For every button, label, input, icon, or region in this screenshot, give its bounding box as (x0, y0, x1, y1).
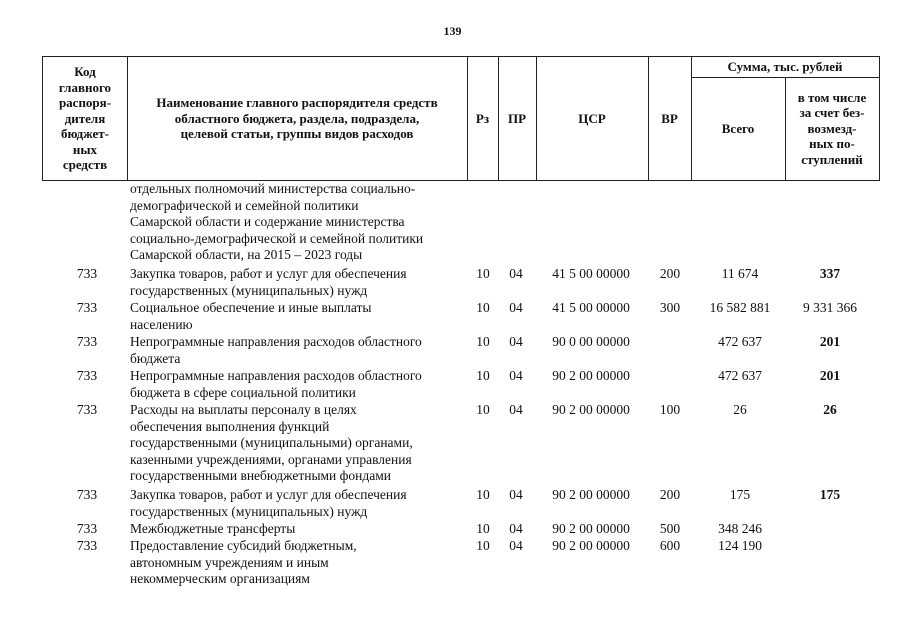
row-csr: 90 2 00 00000 (552, 538, 630, 553)
row-pr: 04 (509, 487, 523, 502)
row-name-line: населению (130, 316, 193, 332)
row-csr: 90 2 00 00000 (552, 521, 630, 536)
row-grant: 201 (819, 368, 841, 383)
row-pr: 04 (509, 402, 523, 417)
row-name (130, 487, 470, 520)
header-grant-line: ных по- (809, 136, 855, 152)
row-name-line: Межбюджетные трансферты (130, 521, 296, 536)
row-code: 733 (76, 402, 98, 417)
row-pr: 04 (509, 334, 523, 349)
row-code: 733 (76, 487, 98, 502)
row-rz: 10 (476, 521, 490, 536)
row-name-line: Закупка товаров, работ и услуг для обеспечения (130, 266, 407, 281)
row-total: 348 246 (718, 521, 762, 536)
row-code: 733 (76, 538, 98, 553)
table-header (42, 56, 880, 181)
header-sum-title: Сумма, тыс. рублей (727, 59, 843, 75)
row-name (130, 368, 470, 401)
row-pr: 04 (509, 538, 523, 553)
row-csr: 90 0 00 00000 (552, 334, 630, 349)
row-name-line: автономным учреждениям и иным (130, 554, 329, 570)
row-csr: 41 5 00 00000 (552, 300, 630, 315)
continuation-line: Самарской области, на 2015 – 2023 годы (130, 247, 363, 262)
row-grant: 337 (819, 266, 841, 281)
header-pr: ПР (507, 110, 527, 126)
row-name-line: бюджета в сфере социальной политики (130, 384, 356, 400)
header-grant-line: ступлений (801, 151, 863, 167)
row-rz: 10 (476, 538, 490, 553)
row-name-line: Предоставление субсидий бюджетным, (130, 538, 357, 553)
row-rz: 10 (476, 266, 490, 281)
row-csr: 90 2 00 00000 (552, 487, 630, 502)
header-grant-line: в том числе (797, 89, 867, 105)
header-code-line: распоря- (58, 95, 112, 111)
header-grant-line: возмезд- (807, 120, 857, 136)
row-name (130, 266, 470, 299)
row-grant: 9 331 366 (803, 300, 857, 315)
continuation-text (130, 181, 470, 264)
row-total: 16 582 881 (709, 300, 771, 315)
row-pr: 04 (509, 368, 523, 383)
header-vr: ВР (661, 110, 678, 126)
row-name-line: государственными (муниципальными) органами, (130, 435, 413, 450)
row-name-line: обеспечения выполнения функций (130, 418, 330, 434)
header-code-line: главного (58, 79, 112, 95)
row-pr: 04 (509, 266, 523, 281)
row-total: 472 637 (718, 334, 762, 349)
row-rz: 10 (476, 334, 490, 349)
row-name-line: государственными внебюджетными фондами (130, 468, 392, 483)
row-code: 733 (76, 266, 98, 281)
row-grant: 26 (823, 402, 837, 417)
row-rz: 10 (476, 402, 490, 417)
row-name-line: Закупка товаров, работ и услуг для обеспечения (130, 487, 407, 502)
row-vr: 100 (659, 402, 681, 417)
row-rz: 10 (476, 487, 490, 502)
row-vr: 600 (659, 538, 681, 553)
header-code-line: средств (62, 157, 108, 173)
row-name-line: бюджета (130, 350, 181, 366)
header-grant (785, 77, 879, 180)
continuation-line: социально-демографической и семейной политики (130, 230, 424, 246)
header-name-line: областного бюджета, раздела, подраздела, (174, 110, 420, 126)
row-rz: 10 (476, 300, 490, 315)
row-grant: 175 (819, 487, 841, 502)
row-name-line: Непрограммные направления расходов областного (130, 334, 422, 349)
row-total: 175 (729, 487, 751, 502)
header-rz: Рз (475, 110, 490, 126)
row-name (130, 538, 470, 588)
row-name-line: Социальное обеспечение и иные выплаты (130, 300, 372, 315)
header-name (127, 57, 467, 180)
row-total: 26 (733, 402, 747, 417)
page-number: 139 (443, 24, 462, 38)
row-pr: 04 (509, 521, 523, 536)
header-grant-line: за счет без- (799, 105, 865, 121)
header-code-line: дителя (64, 110, 106, 126)
row-code: 733 (76, 334, 98, 349)
row-code: 733 (76, 368, 98, 383)
row-rz: 10 (476, 368, 490, 383)
row-vr: 200 (659, 487, 681, 502)
continuation-line: отдельных полномочий министерства социально- (130, 181, 416, 196)
row-total: 124 190 (718, 538, 762, 553)
continuation-line: демографической и семейной политики (130, 197, 359, 213)
row-name-line: Расходы на выплаты персоналу в целях (130, 402, 357, 417)
header-csr: ЦСР (578, 110, 606, 126)
row-vr: 500 (659, 521, 681, 536)
row-csr: 90 2 00 00000 (552, 368, 630, 383)
row-name-line: Непрограммные направления расходов областного (130, 368, 422, 383)
row-name-line: казенными учреждениями, органами управления (130, 451, 412, 467)
row-grant: 201 (819, 334, 841, 349)
row-name (130, 521, 470, 538)
row-name-line: государственных (муниципальных) нужд (130, 503, 368, 519)
row-name (130, 334, 470, 367)
row-total: 11 674 (721, 266, 759, 281)
row-pr: 04 (509, 300, 523, 315)
row-vr: 300 (659, 300, 681, 315)
row-name-line: некоммерческим организациям (130, 571, 310, 586)
header-name-line: целевой статьи, группы видов расходов (180, 126, 414, 142)
row-name (130, 300, 470, 333)
continuation-line: Самарской области и содержание министерства (130, 214, 405, 229)
header-code-line: Код (74, 64, 96, 80)
row-csr: 90 2 00 00000 (552, 402, 630, 417)
header-total: Всего (721, 120, 755, 136)
header-code-line: бюджет- (60, 126, 109, 142)
row-csr: 41 5 00 00000 (552, 266, 630, 281)
row-name (130, 402, 470, 485)
row-code: 733 (76, 521, 98, 536)
row-vr: 200 (659, 266, 681, 281)
header-name-line: Наименование главного распорядителя средств (156, 95, 438, 111)
header-code (43, 57, 127, 180)
header-code-line: ных (72, 141, 98, 157)
row-total: 472 637 (718, 368, 762, 383)
row-code: 733 (76, 300, 98, 315)
row-name-line: государственных (муниципальных) нужд (130, 282, 368, 298)
